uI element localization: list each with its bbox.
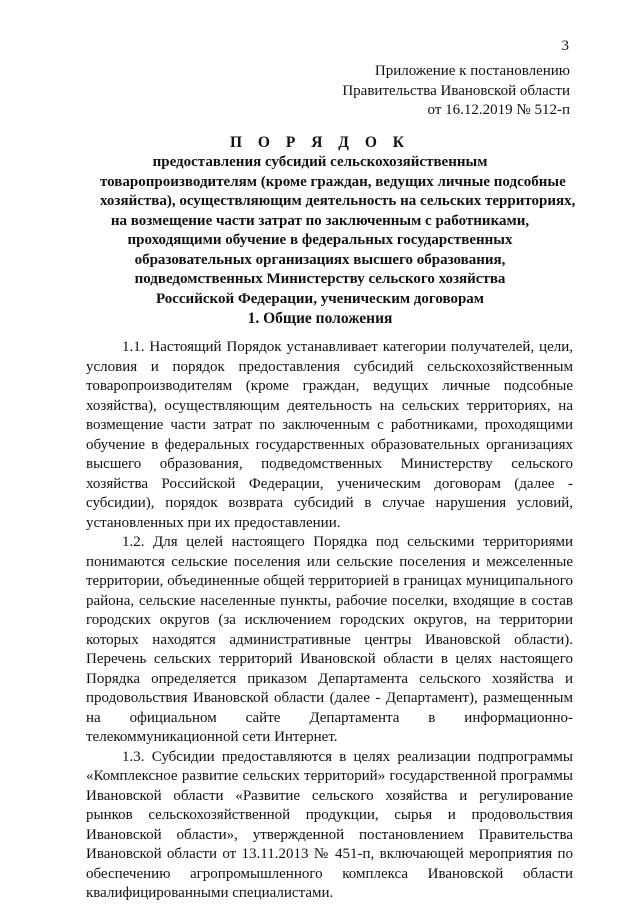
section-heading: 1. Общие положения — [247, 310, 393, 327]
subtitle-line: проходящими обучение в федеральных государственных — [127, 232, 513, 248]
page-number: 3 — [561, 38, 569, 54]
subtitle-line: образовательных организациях высшего образования, — [134, 251, 506, 268]
subtitle-line: хозяйства), осуществляющим деятельность на сельских территориях, — [100, 193, 576, 209]
paragraph-1-3: 1.3. Субсидии предоставляются в целях реализации подпрограммы «Комплексное развитие сельских территорий» государственной программы Ивановской области «Развитие сельского хозяйства и регулирование рынков сельскохозяйственной продукции, сырья и продовольствия Ивановской области», утвержденной постановлением Правительства Ивановской области от 13.11.2013 № 451-п, включающей мероприятия по обеспечению агропромышленного комплекса Ивановской области квалифицированными специалистами. — [86, 748, 573, 901]
subtitle-line: товаропроизводителям (кроме граждан, ведущих личные подсобные — [100, 173, 566, 190]
subtitle-line: Российской Федерации, ученическим договорам — [155, 290, 485, 307]
paragraph-1-2: 1.2. Для целей настоящего Порядка под сельскими территориями понимаются сельские поселения или сельские поселения и межселенные территории, объединенные общей территорией в границах муниципального района, сельские населенные пункты, рабочие поселки, входящие в состав городских округов (за исключением городских округов, на территории которых находятся административные центры Ивановской области). Перечень сельских территорий Ивановской области в целях настоящего Порядка определяется приказом Департамента сельского хозяйства и продовольствия Ивановской области (далее - Департамент), размещенным на официальном сайте Департамента в информационно-телекоммуникационной сети Интернет. — [86, 534, 573, 745]
appendix-reference — [342, 62, 570, 121]
subtitle-line: на возмещение части затрат по заключенным с работниками, — [110, 212, 530, 229]
body-text — [86, 338, 573, 904]
appendix-line: Приложение к постановлению — [374, 63, 570, 79]
paragraph-1-1: 1.1. Настоящий Порядок устанавливает категории получателей, цели, условия и порядок предоставления субсидий сельскохозяйственным товаропроизводителям (кроме граждан, ведущих личные подсобные хозяйства), осуществляющим деятельность на сельских территориях, на возмещение части затрат по заключенным с работниками, проходящими обучение в федеральных государственных образовательных организациях высшего образования, подведомственных Министерству сельского хозяйства Российской Федерации, ученическим договорам (далее - субсидии), порядок возврата субсидий в случае нарушения условий, установленных при их предоставлении. — [86, 339, 573, 531]
appendix-line: Правительства Ивановской области — [342, 82, 570, 99]
subtitle-line: подведомственных Министерству сельского хозяйства — [134, 271, 506, 287]
appendix-line: от 16.12.2019 № 512-п — [427, 102, 570, 118]
document-subtitle — [100, 153, 576, 309]
document-title: П О Р Я Д О К — [230, 134, 410, 151]
subtitle-line: предоставления субсидий сельскохозяйственным — [152, 154, 488, 170]
